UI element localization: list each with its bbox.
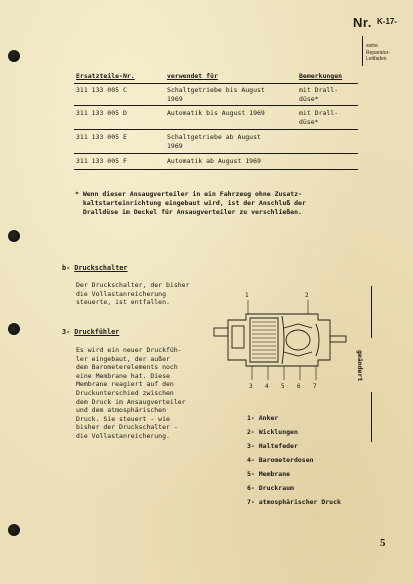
row-2-use: Automatik bis August 1969	[167, 109, 265, 117]
row-1-note: mit Drall- düse*	[299, 86, 339, 103]
col-header-notes: Bemerkungen	[299, 72, 343, 80]
sensor-coil	[250, 318, 278, 362]
col-header-use: verwendet für	[167, 72, 218, 80]
col-header-part: Ersatzteile-Nr.	[76, 72, 135, 80]
diagram-label-5: 5	[281, 383, 285, 390]
row-3-use: Schaltgetriebe ab August 1969	[167, 133, 261, 150]
margin-note: geändert	[356, 350, 364, 382]
row-1-part: 311 133 005 C	[76, 86, 127, 94]
row-3-part: 311 133 005 E	[76, 133, 127, 141]
table-rule	[74, 105, 358, 106]
page-number: 5	[380, 537, 386, 549]
table-rule	[74, 129, 358, 130]
legend-item: 6- Druckraum	[247, 484, 294, 492]
diagram-label-1: 1	[245, 292, 249, 299]
table-rule	[74, 83, 358, 84]
row-2-part: 311 133 005 D	[76, 109, 127, 117]
diagram-label-2: 2	[305, 292, 309, 299]
header-code: K-17-	[377, 17, 398, 26]
diagram-label-7: 7	[313, 383, 317, 390]
binder-hole	[8, 50, 20, 62]
vacuum-nipple	[330, 336, 346, 342]
legend-item: 3- Haltefeder	[247, 442, 298, 450]
binder-hole	[8, 323, 20, 335]
diagram-label-4: 4	[265, 383, 269, 390]
legend-item: 4- Barometerdosen	[247, 456, 314, 464]
sensor-diaphragm	[282, 316, 284, 364]
leader-lines	[248, 300, 316, 380]
row-2-note: mit Drall- düse*	[299, 109, 339, 126]
legend-item: 1- Anker	[247, 414, 279, 422]
section-b-text: Der Druckschalter, der bisher die Vollastanreicherung steuerte, ist entfallen.	[76, 281, 190, 307]
table-rule	[74, 153, 358, 154]
section-3-text: Es wird ein neuer Druckfüh- ler eingebaut, der außer dem Barometerelements noch eine Membrane hat. Diese Membrane reagiert auf den Druckunterschied zwischen dem Druck im Ansaugverteiler und dem atmosphärischen Druck. Sie steuert - wie bisher der Druckschalter - die Vollastanreicherung.	[76, 346, 186, 440]
diagram-label-3: 3	[249, 383, 253, 390]
table-rule	[74, 169, 358, 170]
legend-item: 5- Membrane	[247, 470, 291, 478]
sensor-connector	[214, 328, 228, 336]
margin-rule	[362, 36, 363, 66]
pressure-sensor-diagram	[212, 280, 362, 392]
change-bar-top	[371, 286, 372, 338]
binder-hole	[8, 524, 20, 536]
section-3-title: 3- Druckfühler	[62, 328, 120, 336]
change-bar-bottom	[371, 392, 372, 442]
side-note: siehe Reparatur- Leitfaden	[366, 43, 390, 62]
row-4-part: 311 133 005 F	[76, 157, 127, 165]
header-nr: Nr.	[353, 15, 372, 30]
sensor-spring	[316, 324, 319, 356]
row-4-use: Automatik ab August 1969	[167, 157, 261, 165]
binder-hole	[8, 230, 20, 242]
sensor-housing	[228, 314, 330, 366]
legend-item: 7- atmosphärischer Druck	[247, 498, 341, 506]
footnote: * Wenn dieser Ansaugverteiler in ein Fahrzeug ohne Zusatz- kaltstarteinrichtung eingebaut wird, ist der Anschluß der Dralldüse im Deckel für Ansaugverteiler zu verschließen.	[75, 190, 306, 216]
barometer-capsule	[286, 330, 310, 350]
sensor-anchor	[232, 326, 244, 348]
diagram-label-6: 6	[297, 383, 301, 390]
barometer-capsules	[284, 324, 312, 356]
row-1-use: Schaltgetriebe bis August 1969	[167, 86, 265, 103]
legend-item: 2- Wicklungen	[247, 428, 298, 436]
section-b-title: b- Druckschalter	[62, 264, 128, 272]
